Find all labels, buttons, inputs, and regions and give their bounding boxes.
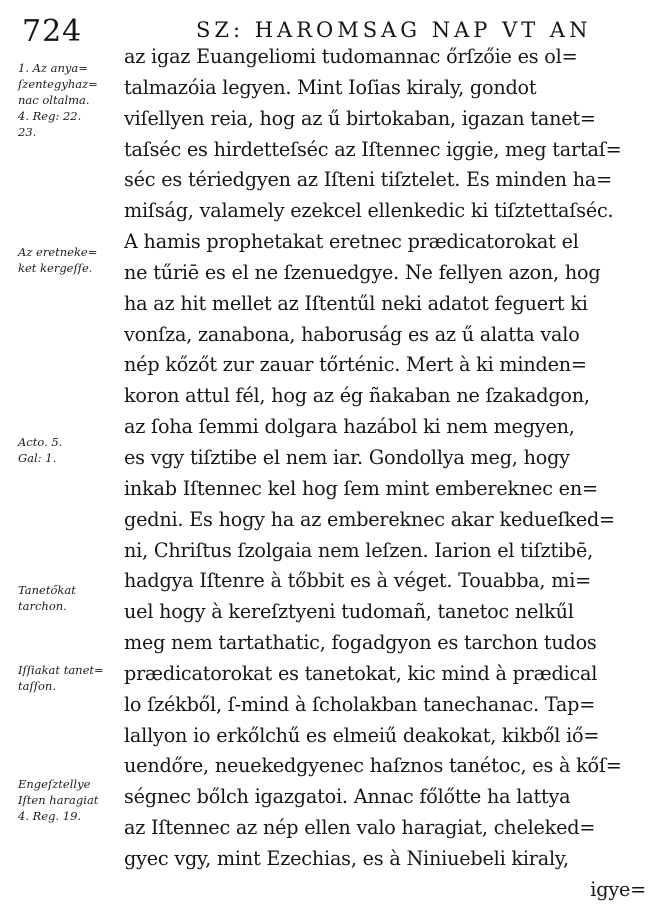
text-line: meg nem tartathatic, fogadgyon es tarchon tudos	[124, 631, 597, 655]
text-line: A hamis prophetakat eretnec prædicatorokat el	[124, 230, 579, 254]
margin-note-line: nac oltalma.	[18, 93, 90, 107]
margin-note-2	[18, 244, 97, 276]
text-line: ha az hit mellet az Iſtentűl neki adatot feguert ki	[124, 291, 588, 315]
text-line: gyec vgy, mint Ezechias, es à Niniuebeli kiraly,	[124, 846, 569, 870]
margin-note-line: Tanetőkat	[18, 583, 76, 597]
margin-note-line: ket kergeſſe.	[18, 261, 93, 275]
margin-note-line: taſſon.	[18, 679, 56, 693]
text-line: ségnec bőlch igazgatoi. Annac főlőtte ha lattya	[124, 785, 571, 809]
page-number: 724	[22, 14, 83, 49]
text-line: ni, Chriſtus ſzolgaia nem leſzen. Iarion el tiſztibē,	[124, 538, 594, 562]
text-line: ne tűriē es el ne ſzenuedgye. Ne fellyen azon, hog	[124, 260, 601, 284]
text-line: uendőre, neuekedgyenec haſznos tanétoc, es à kőſ=	[124, 754, 622, 778]
text-line: lo ſzékből, ſ-mind à ſcholakban tanechanac. Tap=	[124, 692, 596, 716]
margin-note-line: tarchon.	[18, 599, 67, 613]
margin-note-line: 4. Reg: 22.	[18, 109, 82, 123]
catchword: igye=	[590, 877, 646, 901]
margin-note-line: 23.	[18, 125, 37, 139]
text-line: séc es tériedgyen az Iſteni tiſztelet. Es minden ha=	[124, 168, 613, 192]
text-line: az ſoha ſemmi dolgara hazábol ki nem megyen,	[124, 415, 575, 439]
text-line: az Iſtennec az nép ellen valo haragiat, cheleked=	[124, 816, 596, 840]
text-line: viſellyen reia, hog az ű birtokaban, igazan tanet=	[124, 106, 596, 130]
text-line: taſséc es hirdetteſséc az Iſtennec iggie, meg tartaſ=	[124, 137, 622, 161]
text-line: koron attul fél, hog az ég ñakaban ne ſzakadgon,	[124, 384, 590, 408]
text-line: lallyon io erkőlchű es elmeiű deakokat, kikből iő=	[124, 723, 600, 747]
margin-note-line: Engeſztellye	[18, 777, 91, 791]
text-line: inkab Iſtennec kel hog ſem mint embereknec en=	[124, 476, 598, 500]
margin-note-line: ſzentegyhaz=	[18, 77, 98, 91]
margin-note-line: Iſſiakat tanet=	[18, 663, 104, 677]
margin-note-1	[18, 60, 98, 140]
margin-note-line: Acto. 5.	[18, 435, 63, 449]
margin-note-5	[18, 662, 104, 694]
text-line: uel hogy à kereſztyeni tudomañ, tanetoc nelkűl	[124, 600, 574, 624]
margin-note-line: Gal: 1.	[18, 451, 57, 465]
text-line: nép kőzőt zur zauar tőrténic. Mert à ki minden=	[124, 353, 587, 377]
running-title: SZ: HAROMSAG NAP VT AN	[196, 18, 592, 42]
text-line: prædicatorokat es tanetokat, kic mind à prædical	[124, 661, 598, 685]
margin-note-4	[18, 582, 76, 614]
text-line: gedni. Es hogy ha az embereknec akar kedueſked=	[124, 507, 615, 531]
main-text-column	[124, 42, 652, 906]
text-line: miſság, valamely ezekcel ellenkedic ki tiſztettaſséc.	[124, 199, 614, 223]
text-line: talmazóia legyen. Mint Ioſias kiraly, gondot	[124, 75, 537, 99]
text-line: vonſza, zanabona, haboruság es az ű alatta valo	[124, 322, 580, 346]
margin-note-line: Iſten haragiat	[18, 793, 99, 807]
margin-note-6	[18, 776, 98, 824]
margin-note-line: 1. Az anya=	[18, 61, 88, 75]
margin-note-line: 4. Reg. 19.	[18, 809, 82, 823]
text-line: es vgy tiſztibe el nem iar. Gondollya meg, hogy	[124, 445, 570, 469]
margin-note-line: Az eretneke=	[18, 245, 98, 259]
text-line: hadgya Iſtenre à tőbbit es à véget. Touabba, mi=	[124, 569, 592, 593]
text-line: az igaz Euangeliomi tudomannac őrſzőie es ol=	[124, 45, 578, 68]
margin-note-3	[18, 434, 62, 466]
